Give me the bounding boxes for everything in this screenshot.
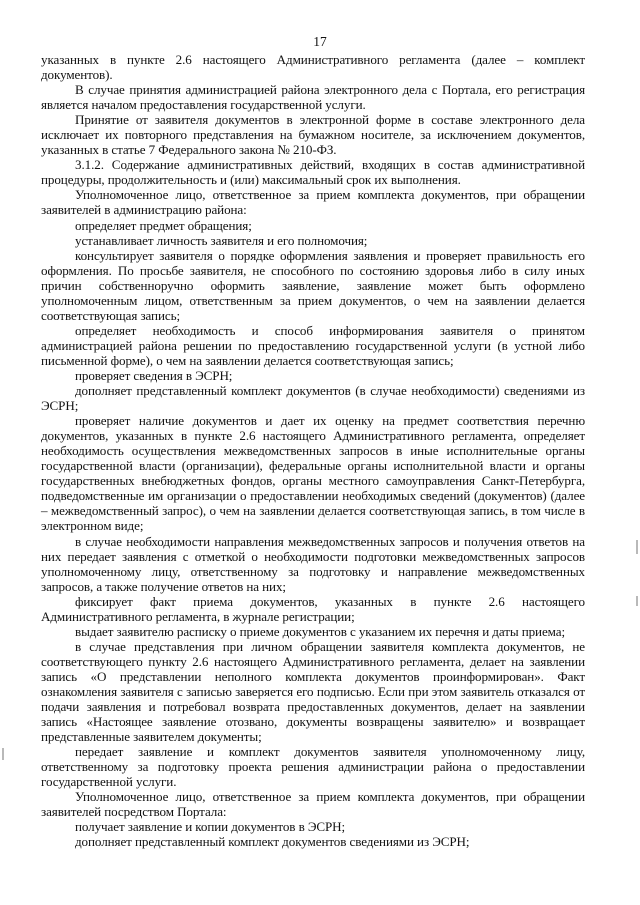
list-item: определяет предмет обращения;	[75, 217, 252, 233]
paragraph: В случае принятия администрацией района электронного дела с Портала, его регистрация является началом предоставления государственной услуги.	[41, 82, 585, 113]
paragraph: Уполномоченное лицо, ответственное за прием комплекта документов, при обращении заявителей посредством Портала:	[41, 789, 585, 820]
list-item: проверяет наличие документов и дает их оценку на предмет соответствия перечню документов, указанных в пункте 2.6 настоящего Административного регламента, определяет необходимость осуществления межведомственных запросов в иные исполнительные органы государственной власти (организации), федеральные органы исполнительной власти и органы государственных внебюджетных фондов, органы местного самоуправления Санкт-Петербурга, подведомственные им организации о предоставлении необходимых сведений (документов) (далее – межведомственный запрос), о чем на заявлении делается соответствующая запись, в том числе в электронном виде;	[41, 413, 585, 534]
paragraph: Принятие от заявителя документов в электронной форме в составе электронного дела исключает их повторного представления на бумажном носителе, за исключением документов, указанных в статье 7 Федерального закона № 210-ФЗ.	[41, 112, 585, 158]
page-number: 17	[313, 34, 327, 49]
list-item: определяет необходимость и способ информирования заявителя о принятом администрацией района решении по предоставлению государственной услуги (в устной либо письменной форме), о чем на заявлении делается соответствующая запись;	[41, 322, 585, 368]
list-item: дополняет представленный комплект документов сведениями из ЭСРН;	[75, 834, 470, 850]
list-item: устанавливает личность заявителя и его полномочия;	[75, 232, 368, 248]
list-item: фиксирует факт приема документов, указанных в пункте 2.6 настоящего Административного регламента, в журнале регистрации;	[41, 593, 585, 624]
list-item: в случае необходимости направления межведомственных запросов и получения ответов на них передает заявления с отметкой о необходимости подготовки межведомственных запросов уполномоченному лицу, ответственному за подготовку и направление межведомственных запросов, а также получение ответов на них;	[41, 533, 585, 594]
list-item: дополняет представленный комплект документов (в случае необходимости) сведениями из ЭСРН;	[41, 383, 585, 414]
document-body	[41, 52, 585, 849]
paragraph: указанных в пункте 2.6 настоящего Административного регламента (далее – комплект документов).	[41, 52, 585, 83]
list-item: консультирует заявителя о порядке оформления заявления и проверяет правильность его оформления. По просьбе заявителя, не способного по состоянию здоровья либо в силу иных причин собственноручно оформить заявление, заявление может быть оформлено уполномоченным лицом, ответственным за прием документов, о чем на заявлении делается соответствующая запись;	[41, 247, 585, 323]
list-item: передает заявление и комплект документов заявителя уполномоченному лицу, ответственному за подготовку проекта решения администрации района о предоставлении государственной услуги.	[41, 744, 585, 790]
paragraph: Уполномоченное лицо, ответственное за прием комплекта документов, при обращении заявителей в администрацию района:	[41, 187, 585, 218]
scan-edge-mark	[636, 596, 638, 606]
list-item: получает заявление и копии документов в ЭСРН;	[75, 819, 346, 835]
scan-edge-mark	[636, 540, 638, 554]
list-item: проверяет сведения в ЭСРН;	[75, 367, 233, 383]
list-item: выдает заявителю расписку о приеме документов с указанием их перечня и даты приема;	[75, 623, 566, 639]
scan-edge-mark	[2, 748, 4, 760]
list-item: в случае представления при личном обращении заявителя комплекта документов, не соответствующего пункту 2.6 настоящего Административного регламента, делает на заявлении запись «О представлении неполного комплекта документов проинформирован». Факт ознакомления заявителя с записью заверяется его подписью. Если при этом заявитель отказался от подачи заявления и потребовал возврата предоставленных документов, делает на заявлении запись «Настоящее заявление отозвано, документы возвращены заявителю» и возвращает представленные заявителем документы;	[41, 638, 585, 745]
section-heading: 3.1.2. Содержание административных действий, входящих в состав административной процедуры, продолжительность и (или) максимальный срок их выполнения.	[41, 157, 585, 188]
